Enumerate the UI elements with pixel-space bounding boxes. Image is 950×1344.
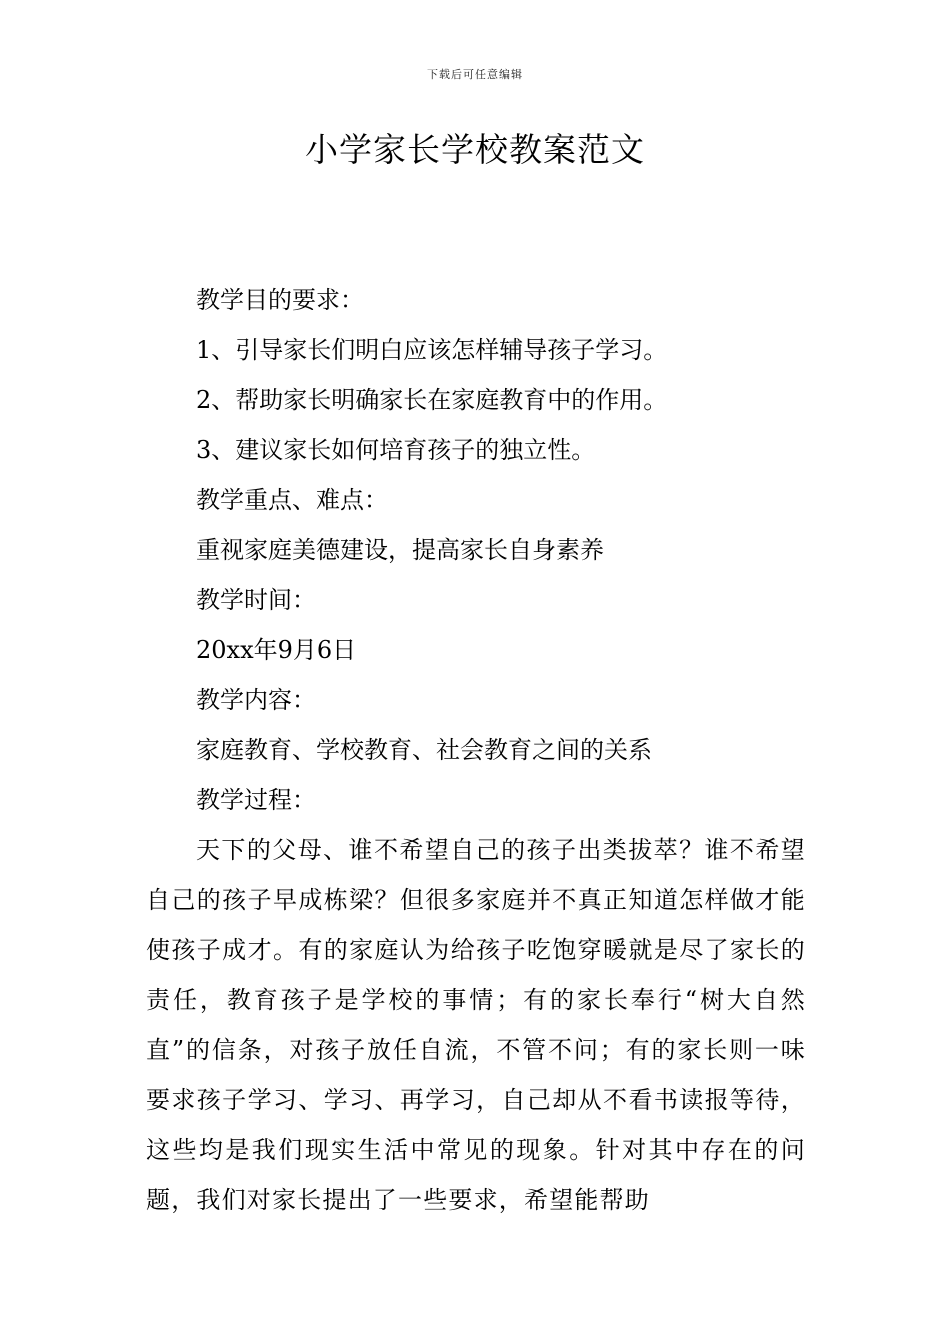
section-heading-content: 教学内容： [196,686,316,714]
section-heading-objectives: 教学目的要求： [196,286,364,314]
teaching-date: 20xx年9月6日 [196,636,357,664]
header-note: 下载后可任意编辑 [427,68,523,81]
objective-item: 2、帮助家长明确家长在家庭教育中的作用。 [196,386,668,414]
objective-item: 3、建议家长如何培育孩子的独立性。 [196,436,596,464]
section-heading-time: 教学时间： [196,586,316,614]
process-paragraph: 天下的父母、谁不希望自己的孩子出类拔萃？谁不希望自己的孩子早成栋梁？但很多家庭并不真正知道怎样做才能使孩子成才。有的家庭认为给孩子吃饱穿暖就是尽了家长的责任，教育孩子是学校的事情；有的家长奉行“树大自然直”的信条，对孩子放任自流，不管不问；有的家长则一味要求孩子学习、学习、再学习，自己却从不看书读报等待，这些均是我们现实生活中常见的现象。针对其中存在的问题，我们对家长提出了一些要求，希望能帮助 [146,836,806,1214]
key-points-text: 重视家庭美德建设，提高家长自身素养 [196,536,604,564]
section-heading-process: 教学过程： [196,786,316,814]
content-text: 家庭教育、学校教育、社会教育之间的关系 [196,736,652,764]
document-title: 小学家长学校教案范文 [305,130,645,169]
section-heading-key-points: 教学重点、难点： [196,486,388,514]
objective-item: 1、引导家长们明白应该怎样辅导孩子学习。 [196,336,668,364]
document-body [146,275,806,1225]
